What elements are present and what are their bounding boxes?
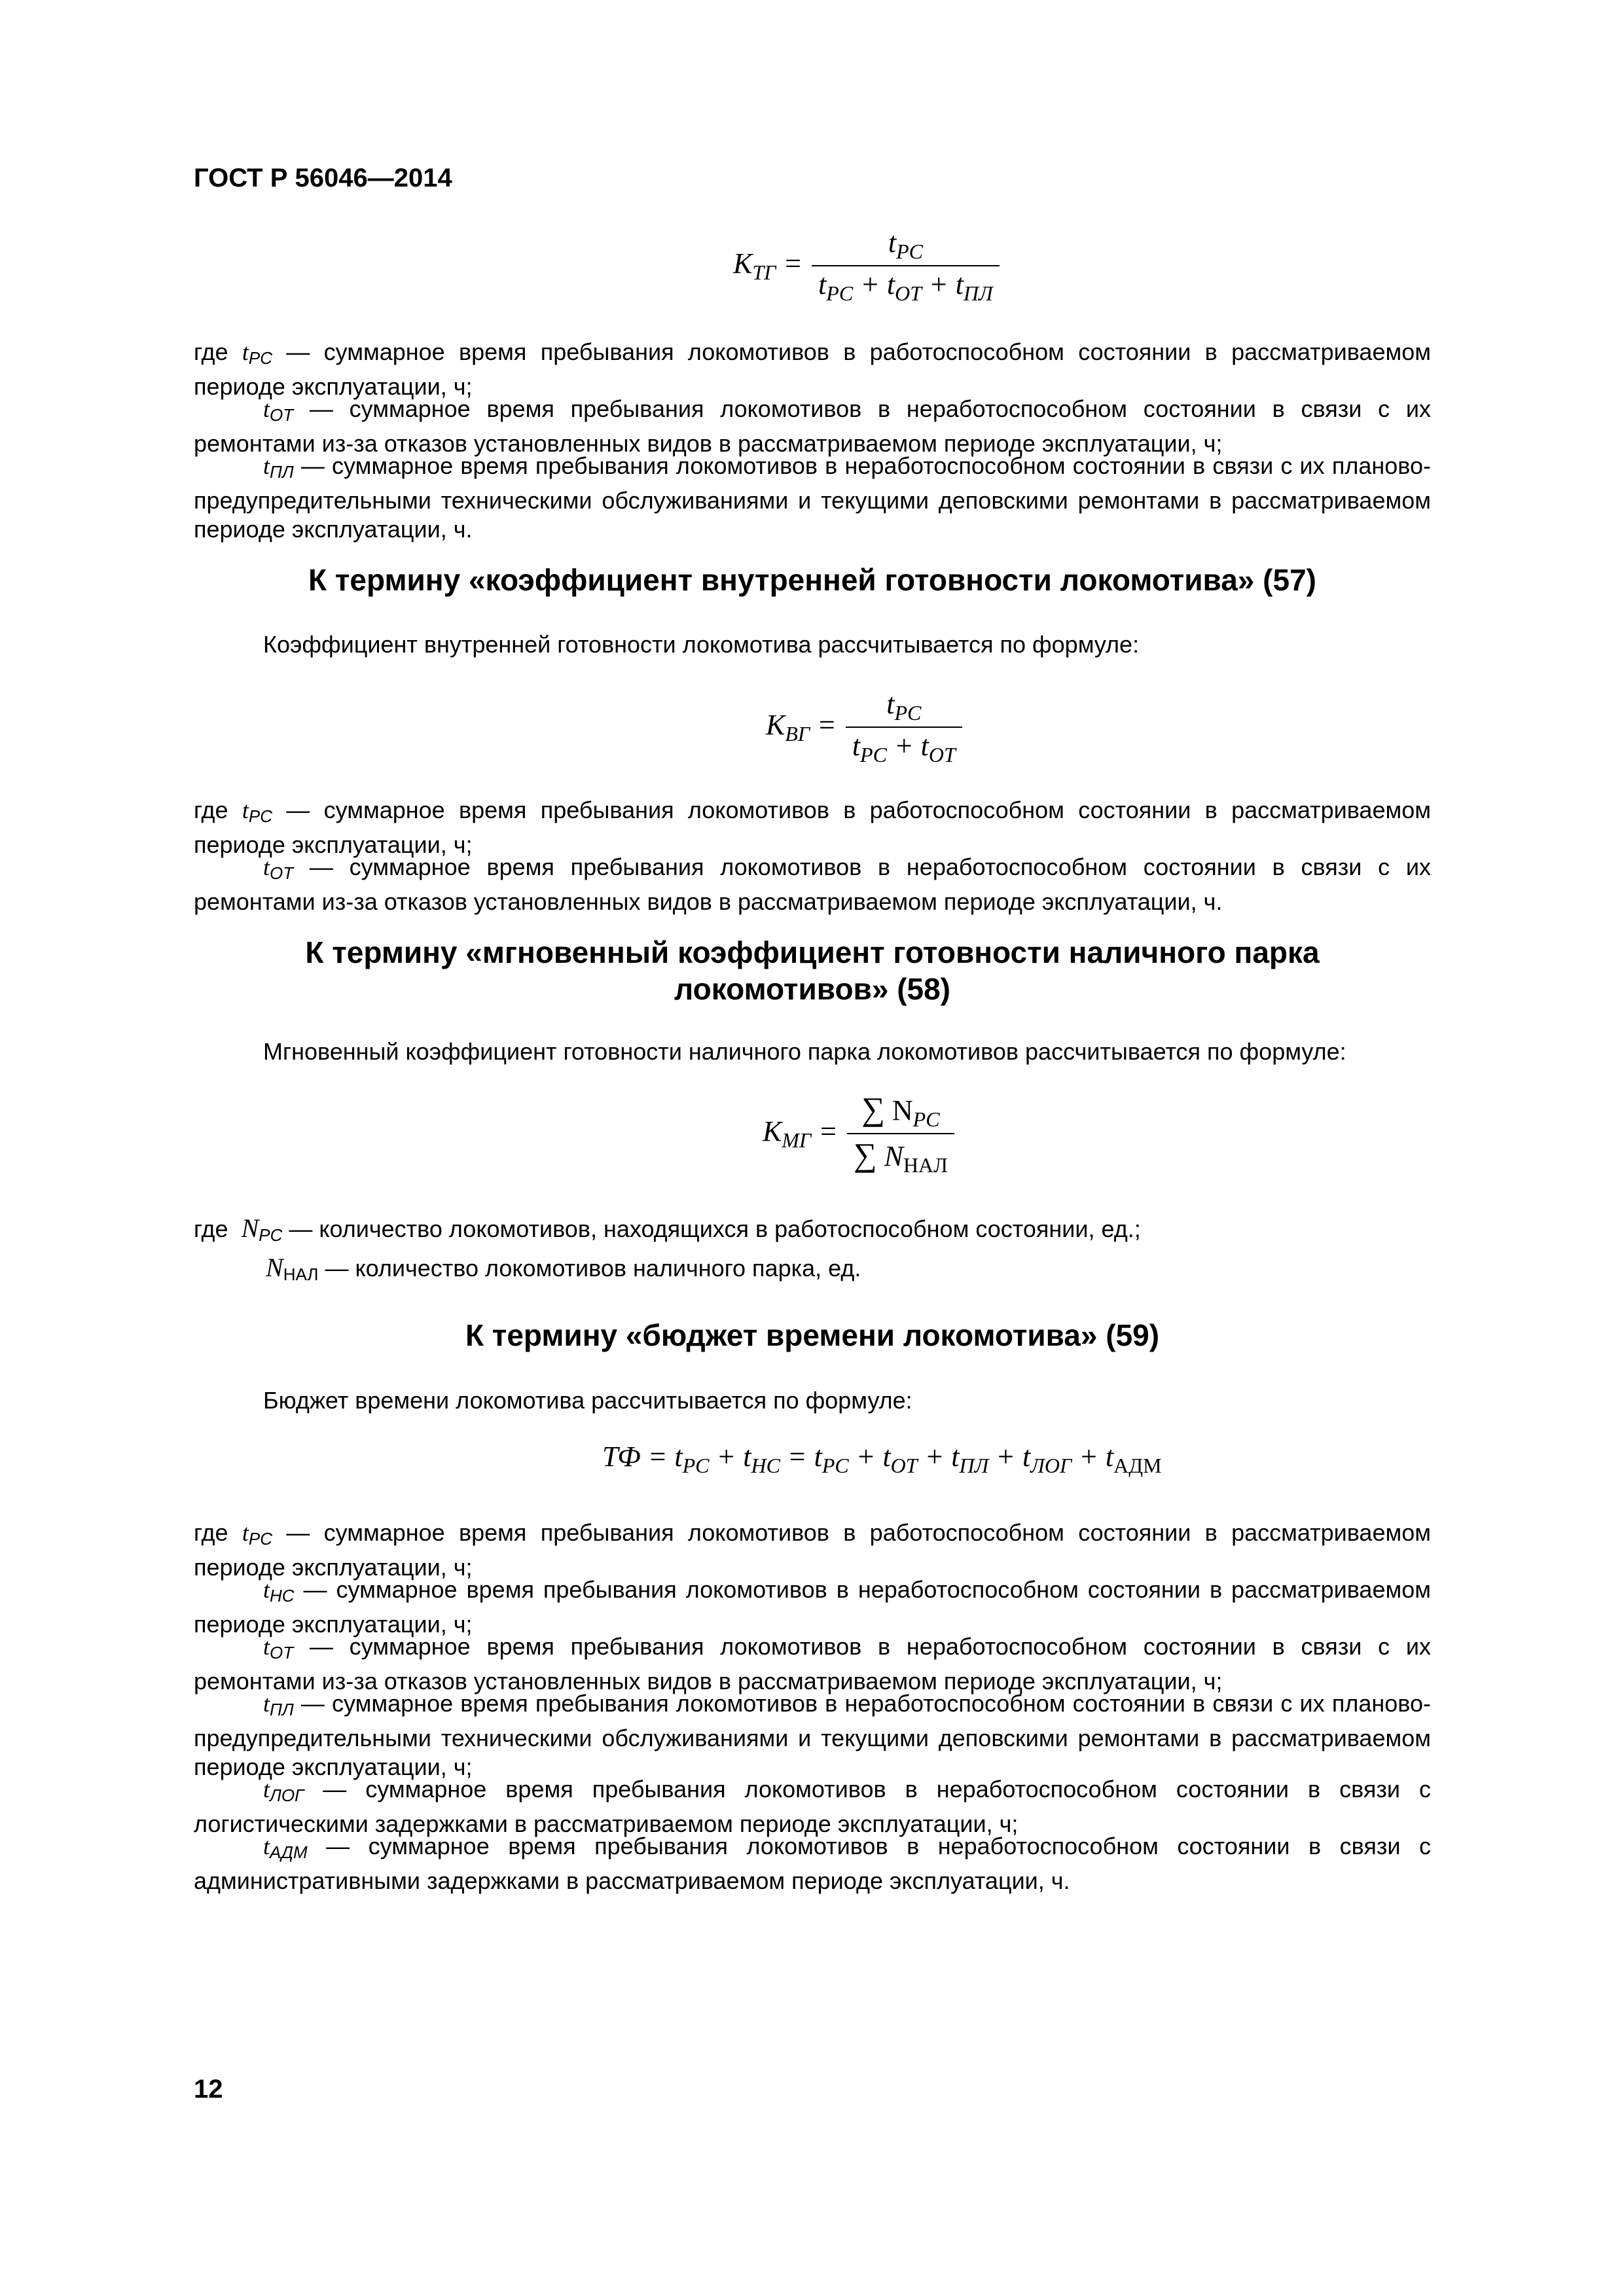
- formula-k-vg: $K_{ВГ}$ = $\frac{t_{РС}}{t_{РС} + t_{ОТ}}$: [766, 687, 962, 767]
- definition-t-rs-2: где tРС — суммарное время пребывания локомотивов в работоспособном состоянии в рассматриваемом периоде эксплуатации, ч;: [194, 797, 1431, 858]
- definition-t-ot-4: tОТ — суммарное время пребывания локомотивов в неработоспособном состоянии в связи с их ремонтами из-за отказов установленных видов в рассматриваемом периоде эксплуатации, ч;: [194, 1633, 1431, 1695]
- heading-term-59: К термину «бюджет времени локомотива» (59): [465, 1318, 1160, 1352]
- formula-k-tg: $K_{ТГ}$ = $\frac{t_{РС}}{t_{РС} + t_{ОТ} + t_{ПЛ}}$: [733, 226, 1000, 306]
- heading-term-57: К термину «коэффициент внутренней готовности локомотива» (57): [308, 563, 1316, 597]
- definition-t-pl-1: tПЛ — суммарное время пребывания локомотивов в неработоспособном состоянии в связи с их планово-предупредительными техническими обслуживаниями и текущими деповскими ремонтами в рассматриваемом периоде эксплуатации, ч.: [194, 452, 1431, 543]
- definition-t-ot-2: tОТ — суммарное время пребывания локомотивов в неработоспособном состоянии в связи с их ремонтами из-за отказов установленных видов в рассматриваемом периоде эксплуатации, ч.: [194, 853, 1431, 915]
- definition-t-pl-4: tПЛ — суммарное время пребывания локомотивов в неработоспособном состоянии в связи с их планово-предупредительными техническими обслуживаниями и текущими деповскими ремонтами в рассматриваемом периоде эксплуатации, ч;: [194, 1690, 1431, 1780]
- definition-n-nal: NНАЛ — количество локомотивов наличного парка, ед.: [266, 1253, 861, 1284]
- page-number: 12: [194, 2075, 223, 2104]
- definition-t-ot-1: tОТ — суммарное время пребывания локомотивов в неработоспособном состоянии в связи с их ремонтами из-за отказов установленных видов в рассматриваемом периоде эксплуатации, ч;: [194, 395, 1431, 457]
- intro-59: Бюджет времени локомотива рассчитывается по формуле:: [263, 1387, 912, 1414]
- definition-t-rs-1: где tРС — суммарное время пребывания локомотивов в работоспособном состоянии в рассматриваемом периоде эксплуатации, ч;: [194, 338, 1431, 400]
- sum-symbol: ∑: [853, 1136, 877, 1173]
- definition-t-rs-4: где tРС — суммарное время пребывания локомотивов в работоспособном состоянии в рассматриваемом периоде эксплуатации, ч;: [194, 1519, 1431, 1581]
- definition-n-rs: где NРС — количество локомотивов, находящихся в работоспособном состоянии, ед.;: [194, 1213, 1141, 1245]
- definition-t-log: tЛОГ — суммарное время пребывания локомотивов в неработоспособном состоянии в связи с логистическими задержками в рассматриваемом периоде эксплуатации, ч;: [194, 1776, 1431, 1837]
- intro-57: Коэффициент внутренней готовности локомотива рассчитывается по формуле:: [263, 631, 1140, 658]
- intro-58: Мгновенный коэффициент готовности наличного парка локомотивов рассчитывается по формуле:: [263, 1038, 1346, 1065]
- formula-k-mg: $K_{МГ}$ = $\frac{\sum N_{РС}}{\sum N_{НАЛ}}$: [763, 1090, 954, 1177]
- sum-symbol: ∑: [861, 1090, 885, 1127]
- heading-term-58: [194, 934, 1431, 1007]
- definition-t-adm: tАДМ — суммарное время пребывания локомотивов в неработоспособном состоянии в связи с административными задержками в рассматриваемом периоде эксплуатации, ч.: [194, 1833, 1431, 1894]
- standard-header: ГОСТ Р 56046—2014: [194, 164, 452, 192]
- heading-58-line2: локомотивов» (58): [674, 972, 951, 1006]
- definition-t-ns: tНС — суммарное время пребывания локомотивов в неработоспособном состоянии в рассматриваемом периоде эксплуатации, ч;: [194, 1576, 1431, 1638]
- formula-tf: ТФ = $t_{РС} + t_{НС} = t_{РС} + t_{ОТ} + t_{ПЛ} + t_{ЛОГ} + t_{АДМ}$: [602, 1441, 1162, 1477]
- heading-58-line1: К термину «мгновенный коэффициент готовности наличного парка: [305, 935, 1320, 969]
